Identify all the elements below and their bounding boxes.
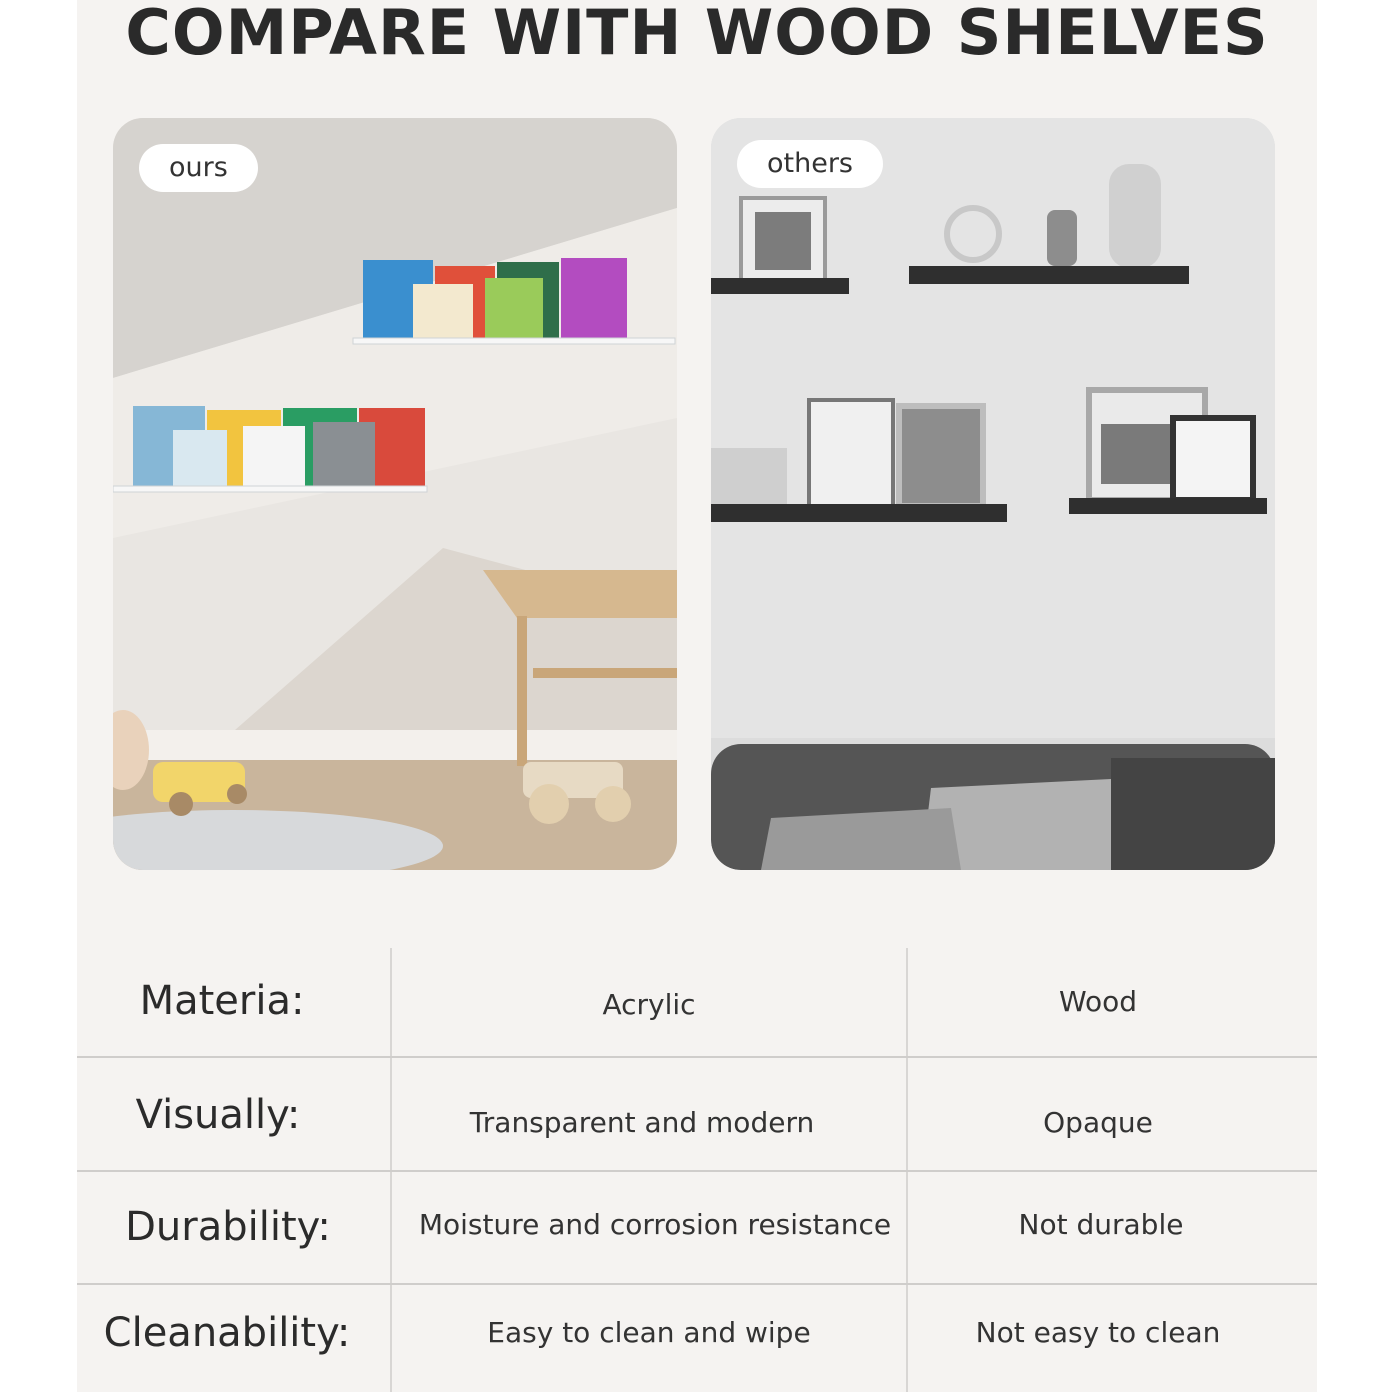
ours-photo-panel [113,118,677,870]
comparison-sheet [77,0,1317,1392]
row-label-visually: Visually: [135,1092,301,1138]
row-divider [77,1170,1317,1172]
row-label-cleanability: Cleanability: [103,1310,351,1356]
others-photo-panel [711,118,1275,870]
ours-value-material: Acrylic [602,988,696,1021]
others-value-material: Wood [1058,985,1138,1018]
others-label-tag: others [737,140,883,188]
acrylic-shelves-room-photo [113,118,677,870]
row-divider [77,1056,1317,1058]
row-label-durability: Durability: [125,1204,331,1250]
others-value-durability: Not durable [1018,1208,1184,1241]
page-title: COMPARE WITH WOOD SHELVES [125,0,1269,69]
ours-value-cleanability: Easy to clean and wipe [487,1316,811,1349]
ours-value-visually: Transparent and modern [469,1106,815,1139]
others-value-cleanability: Not easy to clean [975,1316,1221,1349]
ours-value-durability: Moisture and corrosion resistance [418,1208,892,1241]
row-label-material: Materia: [139,978,305,1024]
others-value-visually: Opaque [1043,1106,1153,1139]
row-divider [77,1283,1317,1285]
ours-label-tag: ours [139,144,258,192]
wood-shelves-room-photo [711,118,1275,870]
